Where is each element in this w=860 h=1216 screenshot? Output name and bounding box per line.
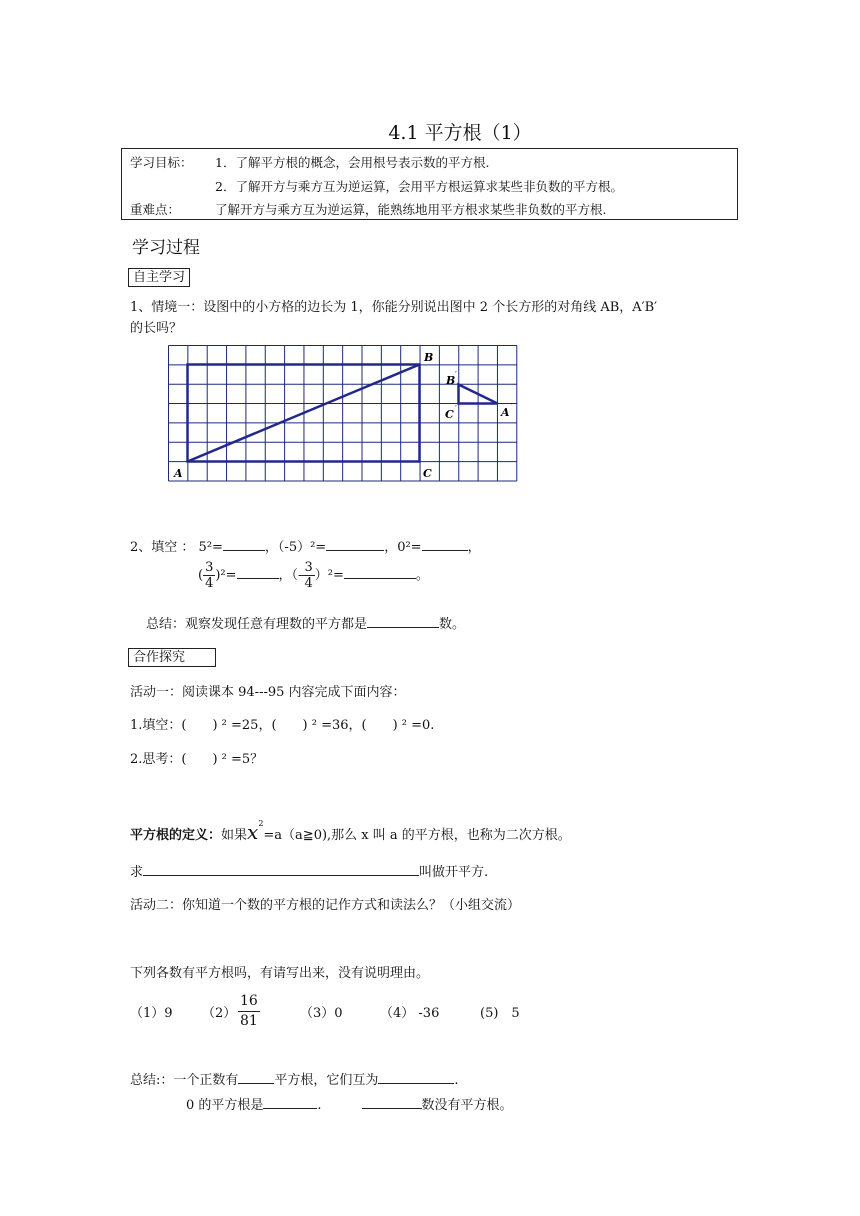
item-4: （4） -36 bbox=[380, 1006, 440, 1021]
summary-1-text: 总结：观察发现任意有理数的平方都是 bbox=[146, 617, 368, 632]
fill-line-1 bbox=[130, 536, 481, 555]
summary-2-line2 bbox=[186, 1094, 513, 1113]
page-title: 4.1 平方根（1） bbox=[388, 122, 532, 144]
activity-2: 活动二：你知道一个数的平方根的记作方式和读法么？（小组交流） bbox=[130, 898, 521, 913]
fill-e3: ，0²= bbox=[384, 540, 422, 555]
fraction-3-4 bbox=[203, 560, 215, 591]
definition-label: 平方根的定义： bbox=[130, 828, 222, 843]
fraction-neg-3-4 bbox=[302, 560, 314, 591]
summary-2a: 总结:：一个正数有 bbox=[130, 1073, 239, 1088]
label-c-prime: C bbox=[445, 408, 454, 421]
fill-e4: ， bbox=[467, 540, 481, 555]
goal-1: 1．了解平方根的概念，会用根号表示数的平方根. bbox=[215, 155, 490, 170]
summary-1-end: 数。 bbox=[439, 617, 466, 632]
label-c: C bbox=[423, 467, 432, 480]
blank-3[interactable] bbox=[422, 538, 468, 551]
summary-1 bbox=[146, 613, 465, 632]
frac-den-2: 4 bbox=[304, 576, 313, 591]
frac-num-2: 3 bbox=[304, 560, 313, 575]
qiu-line bbox=[130, 861, 488, 880]
frac-16: 16 bbox=[238, 992, 260, 1012]
label-a: A bbox=[174, 467, 183, 480]
list-question: 下列各数有平方根吗，有请写出来，没有说明理由。 bbox=[130, 966, 430, 981]
label-b: B bbox=[424, 351, 434, 364]
blank-6[interactable] bbox=[367, 615, 439, 628]
blank-1[interactable] bbox=[223, 538, 265, 551]
label-b-prime: B bbox=[446, 374, 456, 387]
blank-7[interactable] bbox=[143, 863, 419, 876]
summary-2c: . bbox=[454, 1073, 459, 1088]
item-2: （2） bbox=[202, 1006, 237, 1021]
qiu-pre: 求 bbox=[130, 865, 144, 880]
prime-a: ′ bbox=[511, 402, 513, 411]
summary-2d: 0 的平方根是 bbox=[186, 1098, 264, 1113]
blank-8[interactable] bbox=[238, 1071, 274, 1084]
paren-open: ( bbox=[198, 568, 204, 583]
fill-mid: ，（- bbox=[278, 568, 303, 583]
frac-num: 3 bbox=[205, 560, 214, 575]
definition-text-1: 如果 bbox=[221, 828, 248, 843]
definition-text-2: =a（a≧0),那么 x 叫 a 的平方根，也称为二次方根。 bbox=[263, 828, 571, 843]
prime-c: ′ bbox=[455, 404, 457, 413]
activity-1-fill: 1.填空：( ) ² =25，( ) ² =36，( ) ² =0. bbox=[130, 718, 435, 733]
self-study-label: 自主学习 bbox=[128, 268, 190, 287]
fraction-16-81 bbox=[238, 992, 260, 1031]
blank-9[interactable] bbox=[378, 1071, 454, 1084]
fill-e1: 5²= bbox=[198, 540, 223, 555]
summary-2f: 数没有平方根。 bbox=[421, 1098, 513, 1113]
blank-4[interactable] bbox=[237, 566, 279, 579]
question-1-line2: 的长吗？ bbox=[130, 321, 183, 336]
exp-2: 2 bbox=[258, 818, 264, 828]
activity-1-think: 2.思考：( ) ² =5？ bbox=[130, 752, 264, 767]
goal-2: 2．了解开方与乘方互为逆运算，会用平方根运算求某些非负数的平方根。 bbox=[215, 179, 623, 194]
summary-2e: . bbox=[317, 1098, 322, 1113]
activity-1: 活动一：阅读课本 94---95 内容完成下面内容： bbox=[130, 685, 406, 700]
blank-10[interactable] bbox=[263, 1096, 317, 1109]
item-5: (5) 5 bbox=[480, 1006, 520, 1021]
summary-2b: 平方根，它们互为 bbox=[274, 1073, 379, 1088]
frac-den: 4 bbox=[205, 576, 214, 591]
blank-5[interactable] bbox=[344, 566, 416, 579]
learning-goals-box bbox=[121, 148, 738, 220]
item-1: （1）9 bbox=[130, 1006, 173, 1021]
question-1-line1: 1、情境一：设图中的小方格的边长为 1，你能分别说出图中 2 个长方形的对角线 AB，A′B′ bbox=[130, 300, 658, 315]
fill-end: 。 bbox=[415, 568, 429, 583]
frac-81: 81 bbox=[240, 1013, 258, 1029]
fill-e2: ，（-5）²= bbox=[264, 540, 327, 555]
label-a-prime: A bbox=[501, 406, 510, 419]
qiu-post: 叫做开平方. bbox=[419, 865, 489, 880]
paren-close-sq: )²= bbox=[215, 568, 237, 583]
grid-figure bbox=[168, 344, 522, 486]
goals-label: 学习目标： bbox=[130, 155, 193, 170]
fill-line-2 bbox=[198, 560, 429, 591]
fill-prefix: 2、填空 ： bbox=[130, 540, 195, 555]
coop-label: 合作探究 bbox=[128, 648, 216, 667]
summary-2-line1 bbox=[130, 1069, 459, 1088]
prime-b: ′ bbox=[455, 370, 457, 379]
definition bbox=[130, 820, 571, 844]
blank-2[interactable] bbox=[326, 538, 384, 551]
paren-close-2: ）²= bbox=[314, 568, 344, 583]
var-x: x bbox=[247, 820, 259, 844]
key-points: 了解开方与乘方互为逆运算，能熟练地用平方根求某些非负数的平方根. bbox=[215, 202, 607, 217]
blank-11[interactable] bbox=[362, 1096, 422, 1109]
item-3: （3）0 bbox=[300, 1006, 343, 1021]
process-heading: 学习过程 bbox=[132, 238, 200, 258]
key-points-label: 重难点： bbox=[130, 202, 181, 217]
